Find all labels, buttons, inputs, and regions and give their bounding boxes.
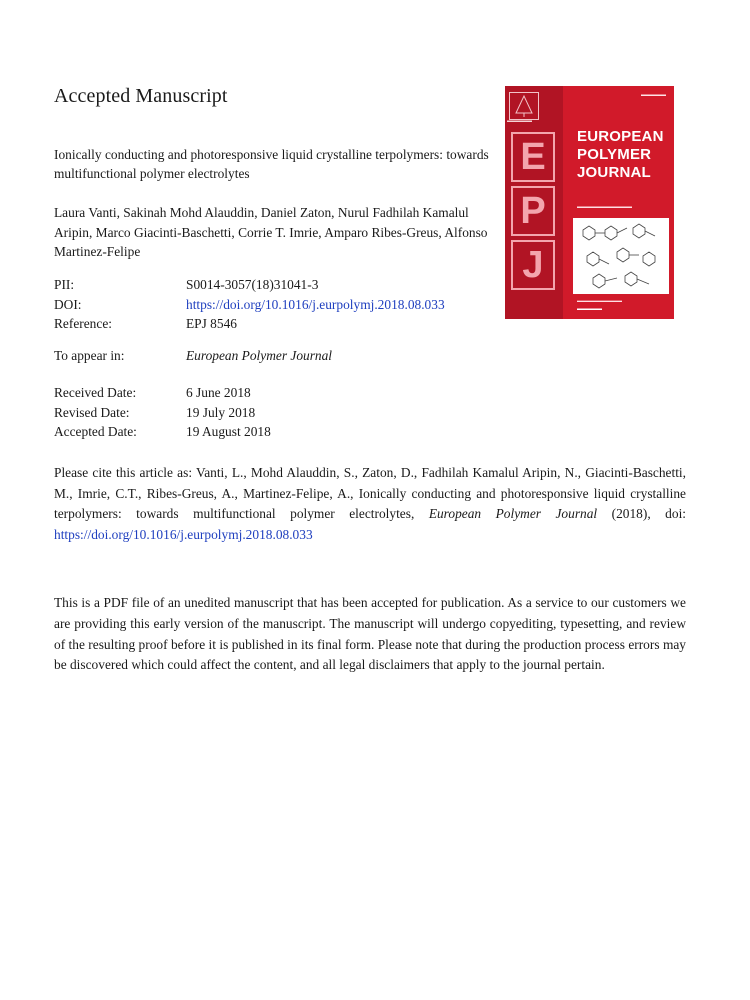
received-value: 6 June 2018 [186,385,251,400]
appear-label: To appear in: [54,348,125,363]
author-list: Laura Vanti, Sakinah Mohd Alauddin, Daniel Zaton, Nurul Fadhilah Kamalul Aripin, Marco Giacinti-Baschetti, Corrie T. Imrie, Amparo Ribes-Greus, Alfonso Martinez-Felipe [54,205,488,259]
issn-graphic-icon: ▬▬▬▬▬ [641,92,666,98]
accepted-row [54,422,494,442]
appear-row [54,346,494,366]
revised-label: Revised Date: [54,404,130,420]
dates-block [54,383,494,442]
cover-letter: J [511,240,555,290]
revised-row [54,403,494,423]
reference-row [54,314,494,334]
journal-cover [505,86,674,319]
pii-row [54,275,494,295]
doi-row [54,295,494,315]
received-label: Received Date: [54,385,137,400]
citation-doi-link[interactable]: https://doi.org/10.1016/j.eurpolymj.2018.08.033 [54,526,313,542]
citation-journal: European Polymer Journal [428,506,598,521]
received-row [54,383,494,403]
cover-letter: E [511,132,555,182]
reference-value: EPJ 8546 [186,316,237,331]
reference-label: Reference: [54,316,112,331]
article-title: Ionically conducting and photoresponsive liquid crystalline terpolymers: towards multifunctional polymer electrolytes [54,147,489,181]
cover-journal-name: EUROPEAN POLYMER JOURNAL [577,128,664,181]
pii-label: PII: [54,277,75,292]
citation-paragraph [54,463,686,545]
cover-footer-line-icon: ▬▬▬▬▬▬▬▬▬▬ [577,298,622,303]
cover-tagline-icon: ▬▬▬▬▬▬▬▬▬▬▬ [577,204,632,210]
citation-text: Please cite this article as: Vanti, L., Mohd Alauddin, S., Zaton, D., Fadhilah Kamalul Aripin, N., Giacinti-Baschetti, M., Imrie, C.T., Ribes-Greus, A., Martinez-Felipe, A., Ionically conducting and photoresponsive liquid crystalline terpolymers: towards multifunctional polymer electrolytes, [54,465,686,521]
doi-label: DOI: [54,296,82,312]
page-heading: Accepted Manuscript [54,85,228,107]
revised-value: 19 July 2018 [186,404,256,420]
appear-block [54,346,494,366]
manuscript-notice: This is a PDF file of an unedited manuscript that has been accepted for publication. As a service to our customers we are providing this early version of the manuscript. The manuscript will undergo copyediting, typesetting, and review of the resulting proof before it is published in its final form. Please note that during the production process errors may be discovered which could affect the content, and all legal disclaimers that apply to the journal pertain. [54,595,686,673]
cover-letter: P [511,186,555,236]
cover-footer-brand-icon: ▬▬▬▬▬ [577,306,602,312]
molecule-artwork-icon [573,218,669,294]
doi-link[interactable]: https://doi.org/10.1016/j.eurpolymj.2018.08.033 [186,296,445,312]
cover-letter-stack [511,132,555,294]
identifier-block [54,275,494,334]
accepted-value: 19 August 2018 [186,424,271,439]
publisher-logo-icon [509,92,539,120]
citation-suffix: (2018), doi: [597,506,687,521]
pii-value: S0014-3057(18)31041-3 [186,277,319,292]
journal-name-value: European Polymer Journal [186,348,333,363]
accepted-label: Accepted Date: [54,424,137,439]
publisher-wordmark-icon: ▬▬▬▬▬ [507,118,532,124]
